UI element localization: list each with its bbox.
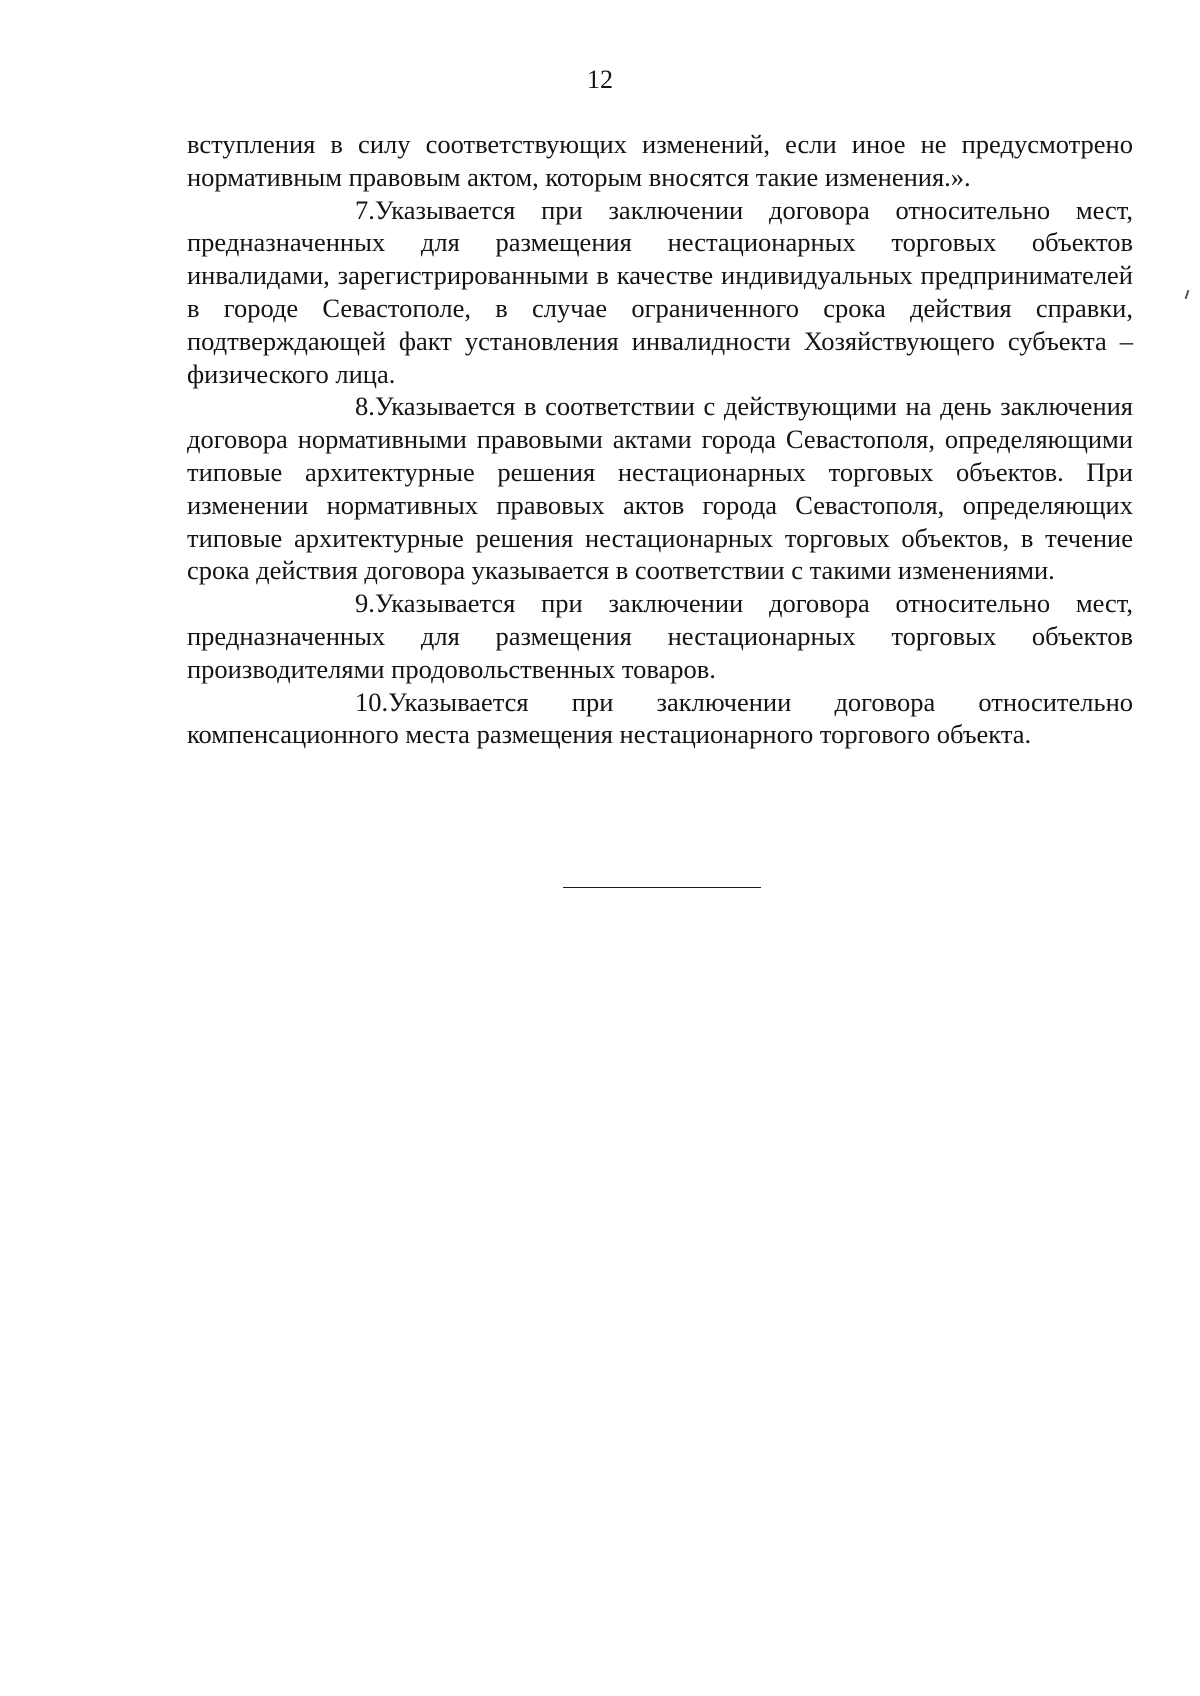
note-8-number: 8. bbox=[355, 391, 375, 422]
document-body bbox=[187, 128, 1133, 751]
intro-paragraph: вступления в силу соответствующих изменений, если иное не предусмотрено нормативным правовым актом, которым вносятся такие изменения.». bbox=[187, 129, 1133, 192]
note-9-number: 9. bbox=[355, 588, 375, 619]
note-7-text: Указывается при заключении договора относительно мест, предназначенных для размещения нестационарных торговых объектов инвалидами, зарегистрированными в качестве индивидуальных предпринимателей в городе Севастополе, в случае ограниченного срока действия справки, подтверждающей факт установления инвалидности Хозяйствующего субъекта – физического лица. bbox=[187, 194, 1133, 389]
note-7-number: 7. bbox=[355, 194, 375, 225]
end-of-document-rule bbox=[563, 887, 761, 888]
note-8-text: Указывается в соответствии с действующими на день заключения договора нормативными правовыми актами города Севастополя, определяющими типовые архитектурные решения нестационарных торговых объектов. При изменении нормативных правовых актов города Севастополя, определяющих типовые архитектурные решения нестационарных торговых объектов, в течение срока действия договора указывается в соответствии с такими изменениями. bbox=[187, 391, 1133, 586]
note-8 bbox=[187, 390, 1133, 587]
page-number: 12 bbox=[587, 65, 613, 94]
note-7 bbox=[187, 194, 1133, 391]
note-10-text: Указывается при заключении договора относительно компенсационного места размещения нестационарного торгового объекта. bbox=[187, 686, 1133, 750]
note-10-number: 10. bbox=[355, 686, 389, 717]
note-9 bbox=[187, 587, 1133, 685]
scan-speck bbox=[1185, 290, 1190, 299]
note-9-text: Указывается при заключении договора относительно мест, предназначенных для размещения нестационарных торговых объектов производителями продовольственных товаров. bbox=[187, 588, 1133, 684]
note-10 bbox=[187, 686, 1133, 752]
